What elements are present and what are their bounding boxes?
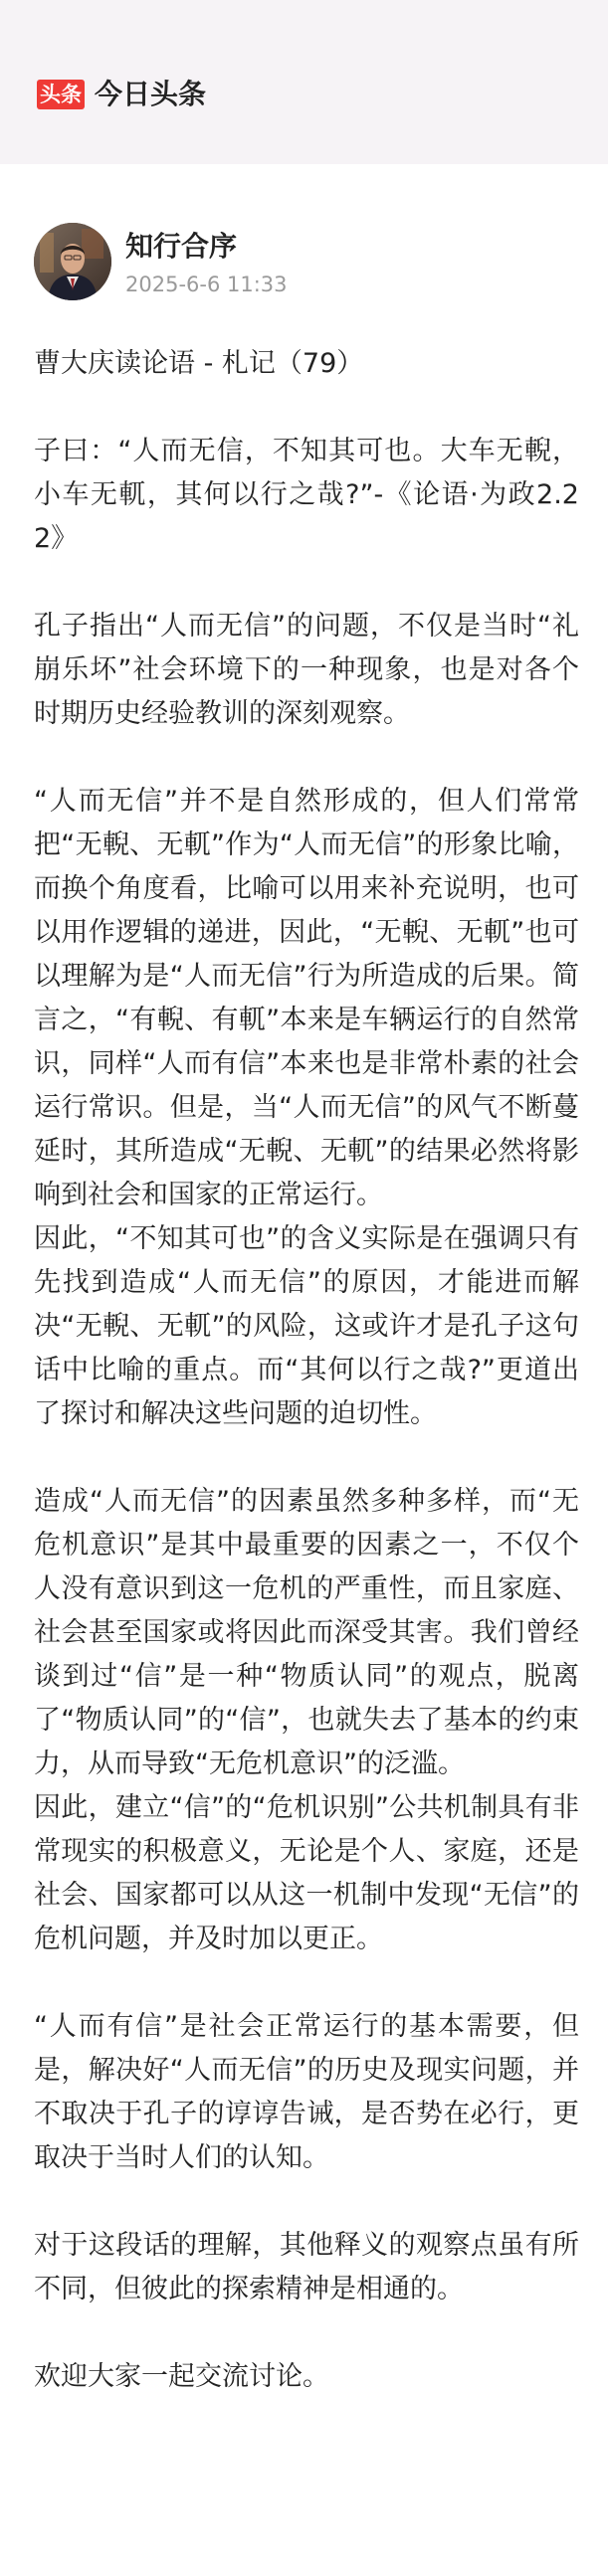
paragraph-closing: 欢迎大家一起交流讨论。 [34, 2361, 329, 2392]
paragraph: 因此，“不知其可也”的含义实际是在强调只有先找到造成“人而无信”的原因，才能进而解决“无輗、无軏”的风险，这或许才是孔子这句话中比喻的重点。而“其何以行之哉?”更道出了探讨和解决这些问题的迫切性。 [34, 1223, 579, 1429]
brand-logo-badge: 头条 [37, 80, 85, 109]
avatar[interactable] [34, 223, 111, 300]
publish-time: 2025-6-6 11:33 [125, 273, 288, 296]
app-header [0, 0, 608, 164]
brand-name: 今日头条 [95, 78, 207, 110]
author-info [34, 223, 571, 310]
paragraph: 因此，建立“信”的“危机识别”公共机制具有非常现实的积极意义，无论是个人、家庭，还是社会、国家都可以从这一机制中发现“无信”的危机问题，并及时加以更正。 [34, 1792, 579, 1954]
paragraph-quote: 子曰：“人而无信，不知其可也。大车无輗，小车无軏，其何以行之哉?”-《论语·为政2.22》 [34, 436, 579, 554]
article-body [34, 430, 579, 2443]
paragraph: “人而有信”是社会正常运行的基本需要，但是，解决好“人而无信”的历史及现实问题，并不取决于孔子的谆谆告诫，是否势在必行，更取决于当时人们的认知。 [34, 2011, 579, 2173]
paragraph: 对于这段话的理解，其他释义的观察点虽有所不同，但彼此的探索精神是相通的。 [34, 2230, 579, 2304]
author-name[interactable]: 知行合序 [125, 230, 238, 263]
paragraph: “人而无信”并不是自然形成的，但人们常常把“无輗、无軏”作为“人而无信”的形象比喻，而换个角度看，比喻可以用来补充说明，也可以用作逻辑的递进，因此，“无輗、无軏”也可以理解为是“人而无信”行为所造成的后果。简言之，“有輗、有軏”本来是车辆运行的自然常识，同样“人而有信”本来也是非常朴素的社会运行常识。但是，当“人而无信”的风气不断蔓延时，其所造成“无輗、无軏”的结果必然将影响到社会和国家的正常运行。 [34, 786, 579, 1210]
app-brand[interactable] [37, 78, 206, 111]
paragraph: 造成“人而无信”的因素虽然多种多样，而“无危机意识”是其中最重要的因素之一，不仅个人没有意识到这一危机的严重性，而且家庭、社会甚至国家或将因此而深受其害。我们曾经谈到过“信”是一种“物质认同”的观点，脱离了“物质认同”的“信”，也就失去了基本的约束力，从而导致“无危机意识”的泛滥。 [34, 1486, 579, 1779]
paragraph: 孔子指出“人而无信”的问题，不仅是当时“礼崩乐坏”社会环境下的一种现象，也是对各个时期历史经验教训的深刻观察。 [34, 611, 579, 729]
person-photo-avatar-icon [34, 223, 111, 300]
article-title: 曹大庆读论语 - 札记（79） [34, 348, 364, 379]
